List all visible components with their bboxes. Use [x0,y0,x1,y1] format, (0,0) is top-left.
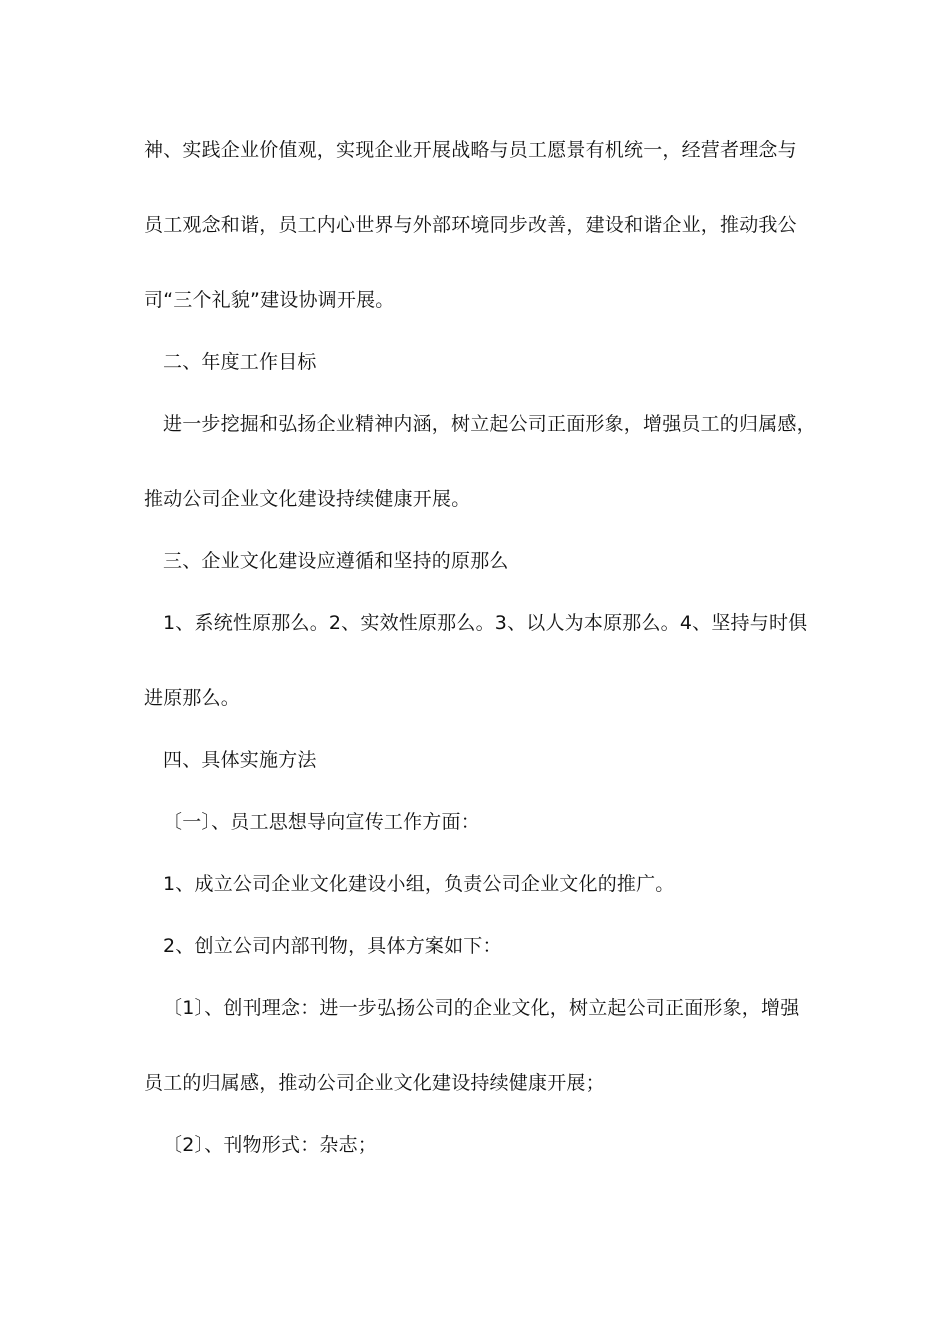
paragraph-line: 进一步挖掘和弘扬企业精神内涵，树立起公司正面形象，增强员工的归属感， [163,413,816,435]
section-heading: 二、年度工作目标 [163,351,317,373]
list-item: 〔2〕、刊物形式：杂志； [163,1134,377,1156]
paragraph-line: 员工的归属感，推动公司企业文化建设持续健康开展； [144,1072,605,1094]
list-item: 1、成立公司企业文化建设小组，负责公司企业文化的推广。 [163,873,675,895]
list-item: 2、创立公司内部刊物，具体方案如下： [163,935,502,957]
paragraph-line: 神、实践企业价值观，实现企业开展战略与员工愿景有机统一，经营者理念与 [144,139,797,161]
subsection-heading: 〔一〕、员工思想导向宣传工作方面： [163,811,480,833]
paragraph-line: 1、系统性原那么。2、实效性原那么。3、以人为本原那么。4、坚持与时俱 [163,612,808,634]
section-heading: 四、具体实施方法 [163,749,317,771]
paragraph-line: 进原那么。 [144,687,241,709]
section-heading: 三、企业文化建设应遵循和坚持的原那么 [163,550,509,572]
paragraph-line: 员工观念和谐，员工内心世界与外部环境同步改善，建设和谐企业，推动我公 [144,214,797,236]
paragraph-line: 司“三个礼貌”建设协调开展。 [144,289,395,311]
paragraph-line: 推动公司企业文化建设持续健康开展。 [144,488,471,510]
list-item: 〔1〕、创刊理念：进一步弘扬公司的企业文化，树立起公司正面形象，增强 [163,997,800,1019]
